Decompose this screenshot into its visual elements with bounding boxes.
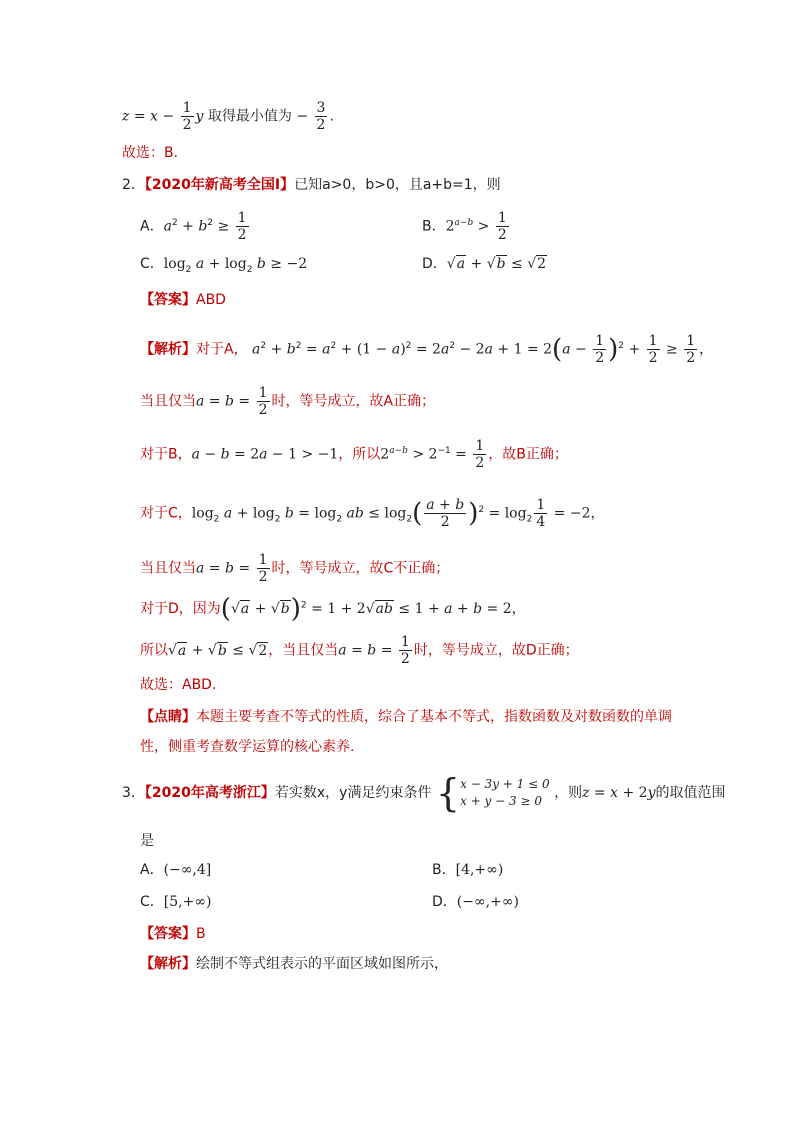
q2-analysis-d-so: 所以√a + √b ≤ √2，当且仅当a = b = $\frac{1}{2}$ 时，等号成立，故D正确； xyxy=(140,634,579,667)
q2-analysis-d: 对于D，因为$(√a + √b)^2 = 1 + 2√ab \le 1 + a + b = 2$， xyxy=(140,594,526,624)
q2-analysis-c-eq: 当且仅当a = b = $\frac{1}{2}$ 时，等号成立，故C不正确； xyxy=(140,552,450,585)
q2-option-c: C．$\log_2 a + \log_2 b \ge -2$ xyxy=(140,256,308,275)
q2-option-d: D．√a + √b ≤ √2 xyxy=(422,256,547,272)
q3-option-b: B．[4,+∞) xyxy=(432,862,504,878)
q2-analysis-a: 【解析】对于A， $a^2 + b^2 = a^2 + (1 - a)^2 = 2a^2 - 2a + 1 = 2(a$ − $\frac{1}{2}$ )$^2$ + $\frac{1}{2}$ ≥ $\frac{1}{2}$ ， xyxy=(140,333,714,366)
q2-choice: 故选：ABD. xyxy=(140,677,217,693)
q3-stem: 3．【2020年高考浙江】若实数x，y满足约束条件 {x − 3y + 1 ≤ 0 x + y − 3 ≥ 0 ，则z = x + 2y的取值范围 xyxy=(122,771,726,815)
q2-comment-2: 性，侧重考查数学运算的核心素养. xyxy=(140,739,355,755)
q3-option-c: C．[5,+∞) xyxy=(140,894,212,910)
q2-option-a: A．$a^2 + b^2$ ≥ $\frac{1}{2}$ xyxy=(140,210,247,243)
top-choice: 故选：B. xyxy=(122,145,179,161)
top-formula-line: z = x − $\frac{1}{2}$ y 取得最小值为 − $\frac{3}{2}$ . xyxy=(122,100,334,133)
q3-answer: 【答案】B xyxy=(140,926,206,942)
q2-answer: 【答案】ABD xyxy=(140,292,226,308)
q2-option-b: B．$2^{a-b}$ > $\frac{1}{2}$ xyxy=(422,210,507,243)
q3-option-d: D．(−∞,+∞) xyxy=(432,894,519,910)
q3-analysis: 【解析】绘制不等式组表示的平面区域如图所示， xyxy=(140,956,448,972)
q2-stem: 2．【2020年新高考全国Ⅰ】已知a>0，b>0，且a+b=1，则 xyxy=(122,177,501,193)
q2-analysis-b: 对于B，a − b = 2a − 1 > −1，所以$2^{a-b} > 2^{-1}$ = $\frac{1}{2}$ ，故B正确； xyxy=(140,438,568,471)
q3-option-a: A．(−∞,4] xyxy=(140,862,212,878)
q2-analysis-a-eq: 当且仅当a = b = $\frac{1}{2}$ 时，等号成立，故A正确； xyxy=(140,385,436,418)
q2-analysis-c: 对于C，$\log_2 a + \log_2 b = \log_2$ ab ≤ $\log_2$( $\frac{a + b}{2}$ )$^2 = \log_2$ $\frac{1}{4}$ = −2， xyxy=(140,497,605,530)
q3-stem-line2: 是 xyxy=(140,833,154,849)
top-min-text: 取得最小值为 xyxy=(207,108,292,125)
q2-comment-1: 【点睛】本题主要考查不等式的性质，综合了基本不等式，指数函数及对数函数的单调 xyxy=(140,709,672,725)
